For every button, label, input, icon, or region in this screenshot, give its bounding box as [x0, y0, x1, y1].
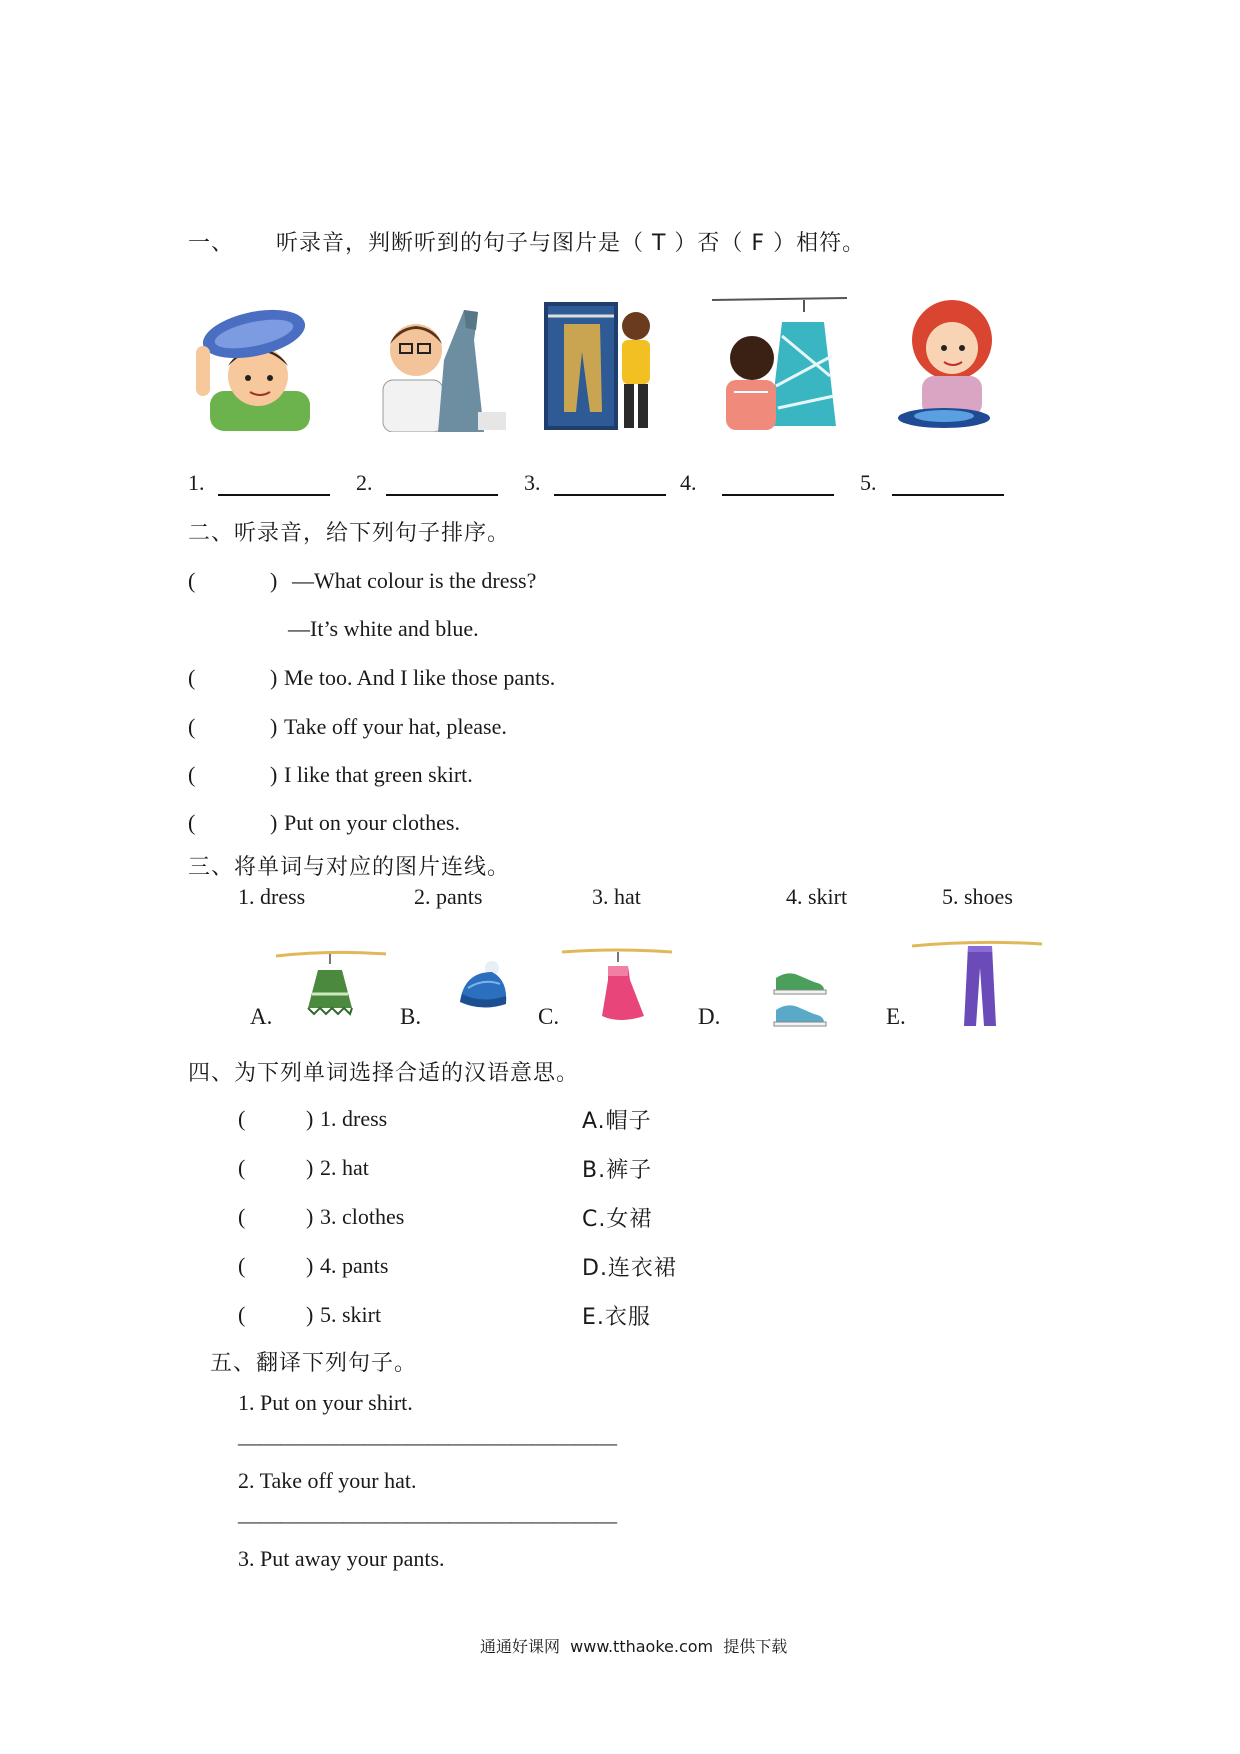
meaning-option-e: E.衣服	[582, 1305, 651, 1330]
order-open-paren-3: (	[188, 714, 196, 739]
pink-dress-icon	[560, 946, 674, 1024]
translate-answer-line-1[interactable]: ——————————————————	[238, 1430, 616, 1455]
meaning-close-paren-5: )	[306, 1302, 314, 1327]
meaning-word-1: 1. dress	[320, 1106, 388, 1131]
option-letter-b: B.	[400, 1004, 422, 1029]
boy-pants-wardrobe-icon	[544, 302, 664, 430]
match-word-3: 3. hat	[592, 884, 641, 909]
answer-label-1: 1.	[188, 470, 205, 495]
answer-blank-4[interactable]	[722, 494, 834, 496]
answer-blank-1[interactable]	[218, 494, 330, 496]
meaning-open-paren-2: (	[238, 1155, 246, 1180]
order-open-paren-2: (	[188, 665, 196, 690]
order-sentence-5: Put on your clothes.	[284, 810, 460, 835]
meaning-close-paren-3: )	[306, 1204, 314, 1229]
option-letter-e: E.	[886, 1004, 906, 1029]
meaning-word-5: 5. skirt	[320, 1302, 382, 1327]
meaning-close-paren-1: )	[306, 1106, 314, 1131]
meaning-word-4: 4. pants	[320, 1253, 389, 1278]
meaning-close-paren-4: )	[306, 1253, 314, 1278]
answer-label-4: 4.	[680, 470, 697, 495]
match-word-4: 4. skirt	[786, 884, 848, 909]
order-sentence-3: Take off your hat, please.	[284, 714, 507, 739]
girl-dress-hanger-icon	[712, 296, 847, 431]
section4-title: 四、为下列单词选择合适的汉语意思。	[188, 1061, 580, 1086]
meaning-word-2: 2. hat	[320, 1155, 369, 1180]
order-open-paren-1: (	[188, 568, 196, 593]
order-close-paren-3: )	[270, 714, 278, 739]
translate-sentence-3: 3. Put away your pants.	[238, 1546, 445, 1571]
answer-blank-5[interactable]	[892, 494, 1004, 496]
page-footer: 通通好课网 www.tthaoke.com 提供下载	[480, 1637, 788, 1656]
order-sentence-1b: —It’s white and blue.	[288, 616, 479, 641]
match-word-2: 2. pants	[414, 884, 483, 909]
match-word-5: 5. shoes	[942, 884, 1013, 909]
meaning-option-d: D.连衣裙	[582, 1256, 677, 1281]
order-open-paren-4: (	[188, 762, 196, 787]
order-close-paren-5: )	[270, 810, 278, 835]
meaning-option-a: A.帽子	[582, 1109, 652, 1134]
sneakers-icon	[748, 960, 840, 1028]
boy-glasses-coat-icon	[378, 300, 508, 432]
section3-title: 三、将单词与对应的图片连线。	[188, 855, 511, 880]
order-sentence-2: Me too. And I like those pants.	[284, 665, 556, 690]
meaning-close-paren-2: )	[306, 1155, 314, 1180]
order-close-paren-2: )	[270, 665, 278, 690]
answer-blank-3[interactable]	[554, 494, 666, 496]
meaning-open-paren-3: (	[238, 1204, 246, 1229]
option-letter-a: A.	[250, 1004, 273, 1029]
green-skirt-icon	[274, 948, 388, 1018]
answer-label-5: 5.	[860, 470, 877, 495]
order-sentence-1: —What colour is the dress?	[292, 568, 537, 593]
blue-hat-icon	[454, 958, 510, 1014]
answer-blank-2[interactable]	[386, 494, 498, 496]
section1-instruction: 听录音，判断听到的句子与图片是（ T ）否（ F ）相符。	[276, 231, 866, 256]
order-close-paren-1: )	[270, 568, 278, 593]
answer-label-2: 2.	[356, 470, 373, 495]
meaning-option-c: C.女裙	[582, 1207, 653, 1232]
meaning-option-b: B.裤子	[582, 1158, 653, 1183]
girl-folding-clothes-icon	[886, 296, 1016, 431]
meaning-open-paren-1: (	[238, 1106, 246, 1131]
answer-label-3: 3.	[524, 470, 541, 495]
match-word-1: 1. dress	[238, 884, 306, 909]
meaning-open-paren-5: (	[238, 1302, 246, 1327]
order-close-paren-4: )	[270, 762, 278, 787]
order-sentence-4: I like that green skirt.	[284, 762, 473, 787]
option-letter-d: D.	[698, 1004, 721, 1029]
translate-sentence-2: 2. Take off your hat.	[238, 1468, 417, 1493]
boy-hat-icon	[190, 296, 320, 431]
section2-title: 二、听录音，给下列句子排序。	[188, 521, 511, 546]
meaning-open-paren-4: (	[238, 1253, 246, 1278]
option-letter-c: C.	[538, 1004, 560, 1029]
section1-number: 一、	[188, 231, 235, 256]
meaning-word-3: 3. clothes	[320, 1204, 405, 1229]
purple-pants-icon	[910, 938, 1044, 1030]
section5-title: 五、翻译下列句子。	[210, 1351, 418, 1376]
translate-answer-line-2[interactable]: ——————————————————	[238, 1508, 616, 1533]
order-open-paren-5: (	[188, 810, 196, 835]
translate-sentence-1: 1. Put on your shirt.	[238, 1390, 413, 1415]
